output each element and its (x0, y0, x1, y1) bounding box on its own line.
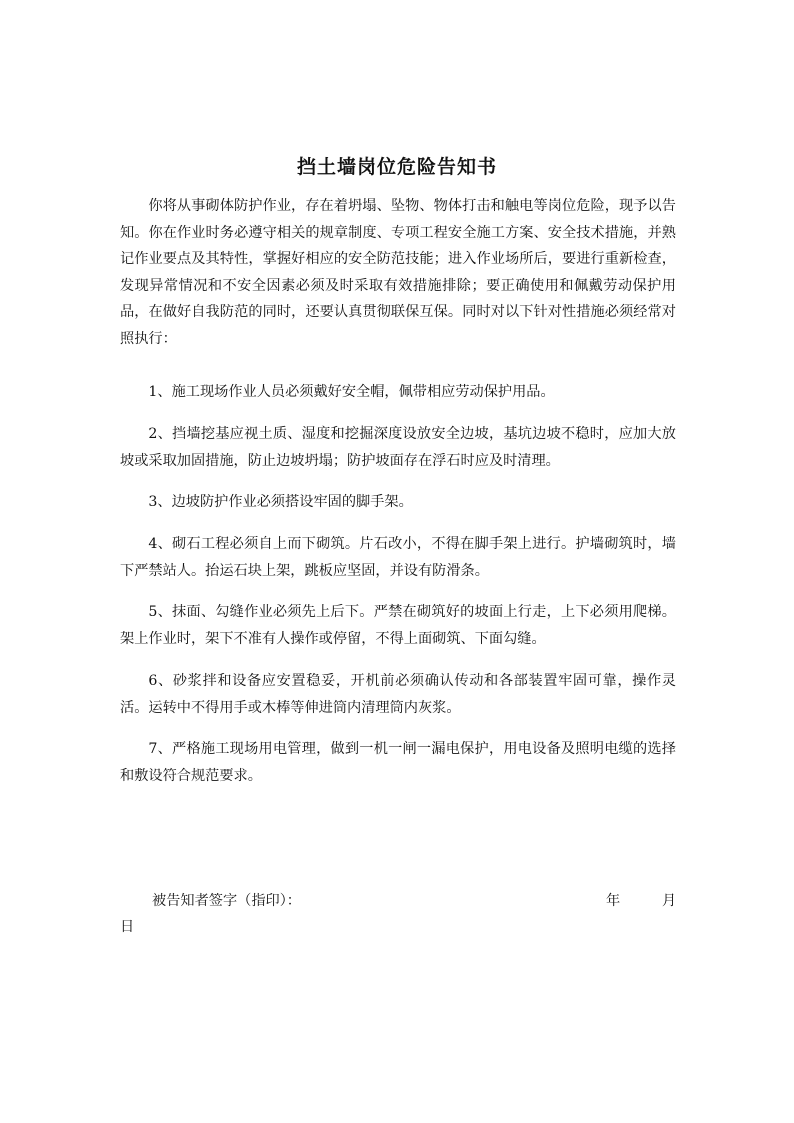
signature-year-label: 年 (606, 893, 621, 909)
intro-paragraph: 你将从事砌体防护作业，存在着坍塌、坠物、物体打击和触电等岗位危险，现予以告知。你在作业时务必遵守相关的规章制度、专项工程安全施工方案、安全技术措施，并熟记作业要点及其特性，掌握好相应的安全防范技能；进入作业场所后，要进行重新检查，发现异常情况和不安全因素必须及时采取有效措施排除；要正确使用和佩戴劳动保护用品，在做好自我防范的同时，还要认真贯彻联保互保。同时对以下针对性措施必须经常对照执行： (120, 198, 676, 347)
measure-item-3: 3、边坡防护作业必须搭设牢固的脚手架。 (148, 494, 413, 510)
measure-item-6: 6、砂浆拌和设备应安置稳妥，开机前必须确认传动和各部装置牢固可靠，操作灵活。运转中不得用手或木棒等伸进筒内清理筒内灰浆。 (120, 673, 676, 716)
measure-item-4: 4、砌石工程必须自上而下砌筑。片石改小，不得在脚手架上进行。护墙砌筑时，墙下严禁站人。抬运石块上架，跳板应坚固，并设有防滑条。 (120, 536, 676, 579)
signature-label: 被告知者签字（指印）： (152, 893, 301, 909)
measure-item-7: 7、严格施工现场用电管理，做到一机一闸一漏电保护，用电设备及照明电缆的选择和敷设符合规范要求。 (120, 741, 676, 784)
signature-day-label: 日 (120, 919, 135, 935)
measure-item-7-block (120, 736, 676, 789)
measure-item-4-block (120, 531, 676, 584)
signature-month-label: 月 (662, 893, 677, 909)
intro-paragraph-block (120, 193, 676, 353)
measure-item-2-block (120, 421, 676, 474)
measure-item-3-block (120, 489, 676, 516)
measure-item-1-block (120, 379, 676, 406)
document-title: 挡土墙岗位危险告知书 (296, 156, 497, 178)
measure-item-6-block (120, 668, 676, 721)
measure-item-1: 1、施工现场作业人员必须戴好安全帽，佩带相应劳动保护用品。 (148, 384, 555, 400)
measure-item-5-block (120, 599, 676, 652)
measure-item-2: 2、挡墙挖基应视土质、湿度和挖掘深度设放安全边坡，基坑边坡不稳时，应加大放坡或采取加固措施，防止边坡坍塌；防护坡面存在浮石时应及时清理。 (120, 426, 676, 469)
measure-item-5: 5、抹面、勾缝作业必须先上后下。严禁在砌筑好的坡面上行走，上下必须用爬梯。架上作业时，架下不准有人操作或停留，不得上面砌筑、下面勾缝。 (120, 604, 676, 647)
